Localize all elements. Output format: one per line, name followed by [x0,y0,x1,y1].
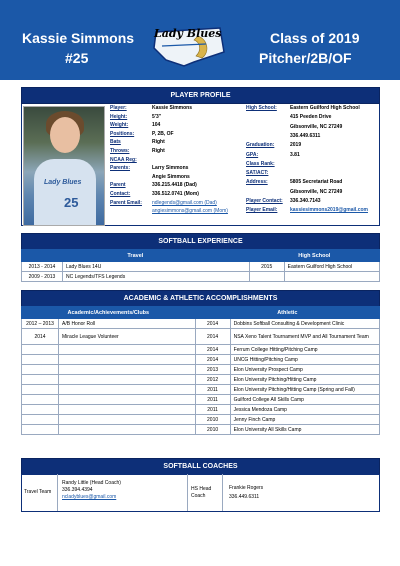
table-row [22,319,380,329]
hs-school: Eastern Guilford High School [284,262,379,272]
right-label: Address: [246,179,268,186]
academic-header: Academic/Achievements/Clubs [22,307,196,319]
table-row [22,355,380,365]
athletic-item: Guilford College All Skills Camp [230,395,379,405]
right-value: 2019 [290,142,302,149]
right-label: High School: [246,105,277,111]
left-label: Bats [110,139,121,146]
table-row [22,425,380,435]
right-value: 336.449.6311 [290,132,321,139]
right-value: 5805 Secretariat Road [290,179,343,186]
travel-team: NC Legends/TFS Legends [63,272,250,282]
left-label: Positions: [110,130,135,137]
athletic-year: 2012 [195,375,230,385]
right-label: Class Rank: [246,160,275,167]
class-of: Class of 2019 [270,30,360,46]
left-value: 5'3" [152,113,162,120]
hs-coach-name: Frankie Rogers [229,485,264,491]
jersey-number: 25 [64,195,79,210]
left-value: P, 2B, OF [152,130,174,137]
right-label: Graduation: [246,142,275,149]
athletic-year: 2011 [195,385,230,395]
right-value[interactable]: kassiesimmons2019@gmail.com [290,207,368,214]
right-label: GPA: [246,151,259,158]
travel-coach-label: Travel Team [24,489,52,495]
travel-team: Lady Blues 14U [63,262,250,272]
academic-years: 2014 [22,329,59,345]
left-value: 336.512.0741 (Mom) [152,191,199,197]
travel-coach-email[interactable]: ncladyblues@gmail.com [62,494,117,500]
athletic-year: 2010 [195,425,230,435]
travel-header: Travel [22,250,250,262]
right-value: 336.340.7143 [290,198,321,204]
hs-coach-label-2: Coach [191,493,206,499]
athletic-item: Dobbins Softball Consulting & Development Clinic [230,319,379,329]
athletic-item: Elon University Pitching/Hitting Camp (Spring and Fall) [230,385,379,395]
high-school-header: High School [249,250,379,262]
table-row [22,329,380,345]
hs-year: 2015 [249,262,284,272]
left-label: Parent Email: [110,199,142,206]
hs-coach-phone: 336.449.6311 [229,494,260,500]
left-value: Kassie Simmons [152,105,193,111]
travel-coach-phone: 336.394.4394 [62,487,93,493]
table-row [22,415,380,425]
right-label: SAT/ACT: [246,170,269,177]
right-value: Gibsonville, NC 27249 [290,188,343,195]
athletic-item: Elon University Prospect Camp [230,365,379,375]
athletic-year: 2014 [195,319,230,329]
left-value: 104 [152,122,161,129]
left-label: Height: [110,113,128,120]
table-row [22,272,380,282]
left-label: NCAA Reg: [110,156,137,163]
right-value: 3.81 [290,151,300,158]
left-label: Contact: [110,191,131,197]
athletic-year: 2011 [195,395,230,405]
athletic-year: 2010 [195,415,230,425]
left-value[interactable]: ndlegends@gmail.com (Dad) [152,199,217,206]
athletic-item: Elon University All Skills Camp [230,425,379,435]
left-label: Parent [110,182,126,189]
logo-text: Lady Blues [154,27,222,40]
athletic-year: 2014 [195,329,230,345]
academic-item: Miracle League Volunteer [59,329,196,345]
experience-title: SOFTBALL EXPERIENCE [21,233,380,250]
athletic-item: NSA Xeno Talent Tournament MVP and All Tournament Team [230,329,379,345]
positions-title: Pitcher/2B/OF [259,50,352,66]
table-row [22,262,380,272]
right-label: Player Email: [246,207,278,214]
right-value: Gibsonville, NC 27249 [290,123,343,130]
player-name: Kassie Simmons [22,30,135,46]
athletic-item: Jenny Finch Camp [230,415,379,425]
athletic-year: 2014 [195,345,230,355]
jersey-text: Lady Blues [44,179,82,186]
academic-years: 2012 – 2013 [22,319,59,329]
accomplishments-title: ACADEMIC & ATHLETIC ACCOMPLISHMENTS [21,290,380,307]
coaches-title: SOFTBALL COACHES [21,458,380,475]
left-value: Angie Simmons [152,173,190,180]
athletic-year: 2011 [195,405,230,415]
player-number: #25 [65,50,89,66]
academic-item: A/B Honor Roll [59,319,196,329]
athletic-item: Elon University Pitching/Hitting Camp [230,375,379,385]
left-label: Weight: [110,122,129,129]
left-value: Larry Simmons [152,165,189,172]
left-value: 336.215.4418 (Dad) [152,182,197,189]
left-value[interactable]: angiesimmons@gmail.com (Mom) [152,208,228,215]
right-value: Eastern Guilford High School [290,105,360,111]
travel-years: 2013 - 2014 [22,262,63,272]
athletic-item: Jessica Mendoza Camp [230,405,379,415]
left-label: Parents: [110,165,131,172]
left-value: Right [152,148,165,154]
hs-coach-label-1: HS Head [191,486,212,492]
athletic-year: 2013 [195,365,230,375]
right-value: 415 Peeden Drive [290,114,332,121]
left-value: Right [152,139,165,146]
left-label: Throws: [110,148,130,154]
profile-title: PLAYER PROFILE [21,87,380,104]
player-photo [23,106,105,226]
table-row [22,385,380,395]
athletic-year: 2014 [195,355,230,365]
table-row [22,375,380,385]
experience-table [21,249,380,282]
table-row [22,405,380,415]
athletic-item: UNCG Hitting/Pitching Camp [230,355,379,365]
right-label: Player Contact: [246,198,283,204]
left-label: Player: [110,105,127,111]
table-row [22,395,380,405]
table-row [22,365,380,375]
travel-years: 2009 - 2013 [22,272,63,282]
athletic-item: Ferrum College Hitting/Pitching Camp [230,345,379,355]
travel-coach-name: Randy Little (Head Coach) [62,480,121,486]
accomplishments-table [21,306,380,435]
table-row [22,345,380,355]
athletic-header: Athletic [195,307,379,319]
